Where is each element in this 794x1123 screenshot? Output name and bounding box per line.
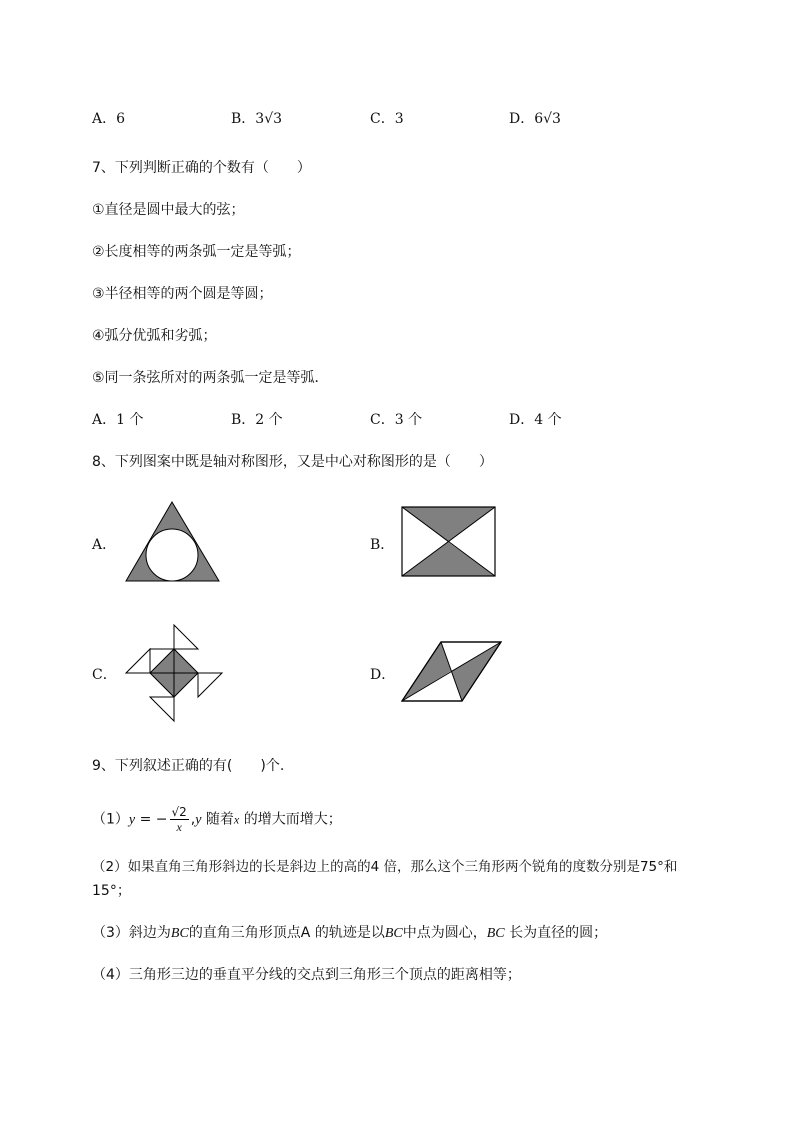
s1-fraction <box>170 805 189 834</box>
s1-text: 随着 <box>201 811 234 828</box>
s1-equals: = − <box>135 811 168 828</box>
q6-option-c: C．3 <box>370 111 404 127</box>
q9-statement-3 <box>92 922 607 942</box>
q7-item-4: ④弧分优弧和劣弧； <box>92 328 217 344</box>
s1-var-x: x <box>233 812 240 827</box>
s1-var-y: y <box>128 812 136 828</box>
s3-bc-1: BC <box>170 926 189 941</box>
q8-label-d: D． <box>370 667 396 683</box>
s3-text-a: （3）斜边为 <box>92 925 171 941</box>
figure-d-parallelogram <box>401 641 503 703</box>
q7-item-3: ③半径相等的两个圆是等圆； <box>92 286 273 302</box>
q7-item-2: ②长度相等的两条弧一定是等弧； <box>92 244 301 260</box>
s1-comma: , <box>190 811 196 828</box>
q8-label-b: B． <box>370 537 395 553</box>
s3-text-b: 的直角三角形顶点A 的轨迹是以 <box>188 925 385 941</box>
s1-numerator: √2 <box>171 805 187 819</box>
q6-option-a: A．6 <box>92 111 126 127</box>
q8-question: 8、下列图案中既是轴对称图形，又是中心对称图形的是（ ） <box>92 454 493 470</box>
s3-text-c: 中点为圆心， <box>402 925 487 941</box>
s1-prefix: （1） <box>92 811 129 828</box>
s1-var-y2: y <box>195 812 202 828</box>
q7-option-c: C．3 个 <box>370 412 423 428</box>
s1-end: 的增大而增大； <box>239 811 342 828</box>
q7-question: 7、下列判断正确的个数有（ ） <box>92 160 311 176</box>
q9-statement-2-line2: 15°； <box>92 883 131 899</box>
s1-denominator: x <box>176 820 182 834</box>
q7-option-b: B．2 个 <box>231 412 283 428</box>
q9-question: 9、下列叙述正确的有( )个. <box>92 758 285 774</box>
q6-option-d: D．6√3 <box>509 111 561 127</box>
q8-label-c: C． <box>92 667 117 683</box>
s3-bc-2: BC <box>384 926 403 941</box>
q7-item-5: ⑤同一条弦所对的两条弧一定是等弧． <box>92 370 329 386</box>
s3-bc-3: BC <box>486 926 505 941</box>
q7-item-1: ①直径是圆中最大的弦； <box>92 202 245 218</box>
q7-option-d: D．4 个 <box>509 412 562 428</box>
figure-a-triangle-circle <box>125 501 221 583</box>
q7-option-a: A．1 个 <box>92 412 144 428</box>
q9-statement-4: （4）三角形三边的垂直平分线的交点到三角形三个顶点的距离相等； <box>92 967 521 983</box>
q9-statement-1 <box>92 805 342 834</box>
q9-statement-2-line1: （2）如果直角三角形斜边的长是斜边上的高的4 倍，那么这个三角形两个锐角的度数分别是75°和 <box>92 859 678 875</box>
s3-text-d: 长为直径的圆； <box>504 925 608 941</box>
figure-c-pinwheel <box>125 624 223 722</box>
q6-option-b: B．3√3 <box>231 111 283 127</box>
figure-b-rectangle-hourglass <box>401 506 497 578</box>
q8-label-a: A． <box>92 537 117 553</box>
